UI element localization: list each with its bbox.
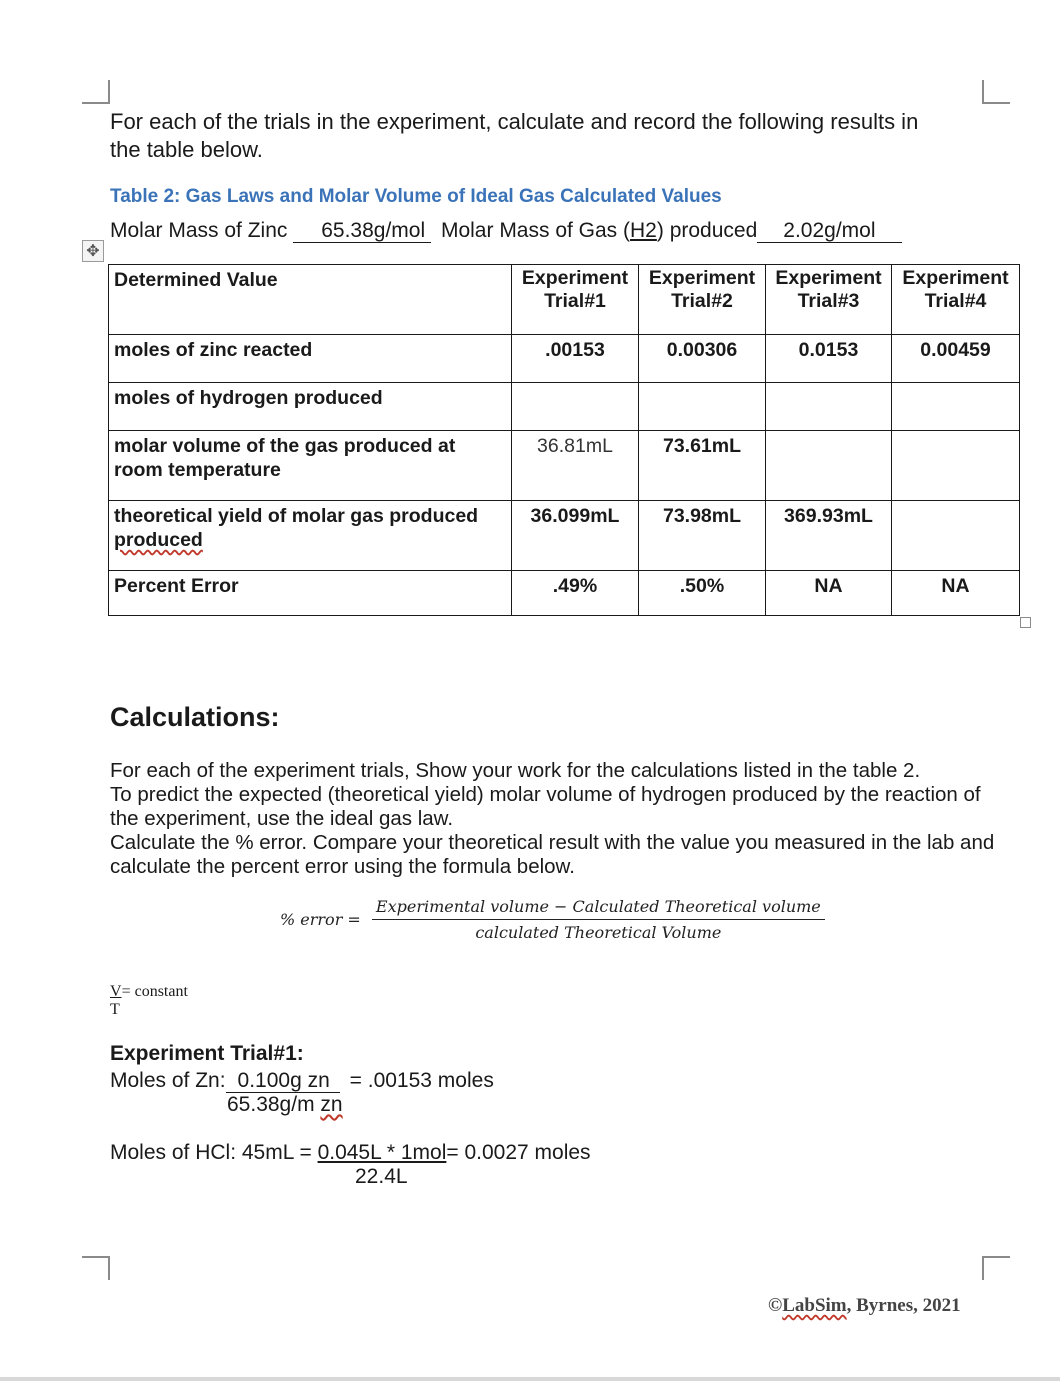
zn-denominator: 65.38g/m zn bbox=[227, 1093, 343, 1116]
zinc-molar-mass-label: Molar Mass of Zinc bbox=[110, 219, 288, 242]
formula-denominator: calculated Theoretical Volume bbox=[475, 923, 722, 942]
vt-denominator: T bbox=[110, 1001, 120, 1018]
v-over-t-constant bbox=[110, 983, 188, 1019]
zn-result: = .00153 moles bbox=[349, 1069, 494, 1092]
intro-text: For each of the trials in the experiment, calculate and record the following results in the table below. bbox=[110, 109, 919, 162]
gas-molar-mass-label-suffix: ) produced bbox=[656, 219, 758, 242]
cell-molar-volume-trial-2[interactable]: 73.61mL bbox=[639, 431, 766, 501]
table-row bbox=[109, 335, 1020, 383]
table-resize-handle-icon[interactable] bbox=[1020, 617, 1031, 628]
header-trial-4: Experiment Trial#4 bbox=[892, 265, 1020, 335]
header-trial-1: Experiment Trial#1 bbox=[512, 265, 639, 335]
table-header-row bbox=[109, 265, 1020, 335]
copyright-footer: ©LabSim, Byrnes, 2021 bbox=[768, 1295, 961, 1316]
calculations-instructions bbox=[110, 759, 1010, 879]
crop-mark-bottom-left bbox=[82, 1256, 110, 1280]
spelling-error-produced: produced bbox=[114, 529, 203, 551]
vt-constant-text: = constant bbox=[121, 983, 188, 1000]
vt-numerator: V bbox=[110, 983, 122, 1000]
cell-percent-error-trial-4[interactable]: NA bbox=[892, 571, 1020, 616]
header-trial-2: Experiment Trial#2 bbox=[639, 265, 766, 335]
cell-moles-hydrogen-trial-1[interactable] bbox=[512, 383, 639, 431]
cell-percent-error-trial-1[interactable]: .49% bbox=[512, 571, 639, 616]
table-row bbox=[109, 383, 1020, 431]
cell-moles-zinc-trial-2[interactable]: 0.00306 bbox=[639, 335, 766, 383]
crop-mark-top-right bbox=[982, 80, 1010, 104]
cell-moles-zinc-trial-4[interactable]: 0.00459 bbox=[892, 335, 1020, 383]
row-label-molar-volume: molar volume of the gas produced at room temperature bbox=[109, 431, 512, 501]
hcl-numerator: 0.045L * 1mol bbox=[317, 1141, 447, 1164]
table-row bbox=[109, 501, 1020, 571]
cell-molar-volume-trial-3[interactable] bbox=[766, 431, 892, 501]
table-caption: Table 2: Gas Laws and Molar Volume of Ideal Gas Calculated Values bbox=[110, 186, 722, 207]
row-label-moles-hydrogen: moles of hydrogen produced bbox=[109, 383, 512, 431]
trial-1-heading: Experiment Trial#1: bbox=[110, 1042, 304, 1065]
crop-mark-top-left bbox=[82, 80, 110, 104]
cell-moles-zinc-trial-3[interactable]: 0.0153 bbox=[766, 335, 892, 383]
instruction-line: To predict the expected (theoretical yield) molar volume of hydrogen produced by the reaction of the experiment, use the ideal gas law. bbox=[110, 783, 981, 830]
moles-hcl-calculation bbox=[110, 1141, 591, 1165]
results-table bbox=[108, 264, 1020, 616]
cell-moles-hydrogen-trial-2[interactable] bbox=[639, 383, 766, 431]
header-trial-3: Experiment Trial#3 bbox=[766, 265, 892, 335]
row-label-theoretical-yield: theoretical yield of molar gas produced produced bbox=[109, 501, 512, 571]
cell-molar-volume-trial-4[interactable] bbox=[892, 431, 1020, 501]
table-row bbox=[109, 571, 1020, 616]
spelling-error-zn: zn bbox=[320, 1093, 343, 1116]
zinc-molar-mass-value[interactable]: 65.38g/mol bbox=[293, 220, 431, 243]
instruction-line: For each of the experiment trials, Show your work for the calculations listed in the table 2. bbox=[110, 759, 921, 782]
crop-mark-bottom-right bbox=[982, 1256, 1010, 1280]
cell-percent-error-trial-3[interactable]: NA bbox=[766, 571, 892, 616]
cell-theoretical-yield-trial-3[interactable]: 369.93mL bbox=[766, 501, 892, 571]
hcl-result: = 0.0027 moles bbox=[446, 1141, 591, 1164]
formula-numerator: Experimental volume − Calculated Theoretical volume bbox=[372, 897, 825, 920]
header-determined-value: Determined Value bbox=[109, 265, 512, 335]
cell-theoretical-yield-trial-2[interactable]: 73.98mL bbox=[639, 501, 766, 571]
gas-molar-mass-label-prefix: Molar Mass of Gas ( bbox=[440, 219, 631, 242]
spelling-error-labsim: LabSim bbox=[782, 1295, 847, 1316]
calculations-heading: Calculations: bbox=[110, 702, 280, 732]
cell-theoretical-yield-trial-4[interactable] bbox=[892, 501, 1020, 571]
cell-moles-hydrogen-trial-3[interactable] bbox=[766, 383, 892, 431]
page-bottom-edge bbox=[0, 1377, 1060, 1381]
cell-moles-hydrogen-trial-4[interactable] bbox=[892, 383, 1020, 431]
percent-error-formula bbox=[280, 897, 825, 942]
row-label-moles-zinc: moles of zinc reacted bbox=[109, 335, 512, 383]
hcl-denominator: 22.4L bbox=[355, 1165, 408, 1188]
table-row bbox=[109, 431, 1020, 501]
row-label-percent-error: Percent Error bbox=[109, 571, 512, 616]
cell-theoretical-yield-trial-1[interactable]: 36.099mL bbox=[512, 501, 639, 571]
molar-mass-line bbox=[110, 219, 902, 243]
zn-prefix: Moles of Zn: bbox=[110, 1069, 226, 1092]
cell-moles-zinc-trial-1[interactable]: .00153 bbox=[512, 335, 639, 383]
formula-lhs: % error = bbox=[280, 910, 361, 929]
formula-fraction bbox=[372, 897, 825, 942]
gas-formula: H2 bbox=[630, 219, 657, 242]
zn-numerator: 0.100g zn bbox=[226, 1070, 340, 1093]
moles-zinc-calculation bbox=[110, 1069, 494, 1093]
hcl-prefix: Moles of HCl: 45mL = bbox=[110, 1141, 312, 1164]
gas-molar-mass-value[interactable]: 2.02g/mol bbox=[757, 220, 901, 243]
cell-percent-error-trial-2[interactable]: .50% bbox=[639, 571, 766, 616]
instruction-line: Calculate the % error. Compare your theoretical result with the value you measured in the lab and calculate the percent error using the formula below. bbox=[110, 831, 995, 878]
move-arrows-icon[interactable]: ✥ bbox=[82, 240, 104, 262]
cell-molar-volume-trial-1[interactable]: 36.81mL bbox=[512, 431, 639, 501]
